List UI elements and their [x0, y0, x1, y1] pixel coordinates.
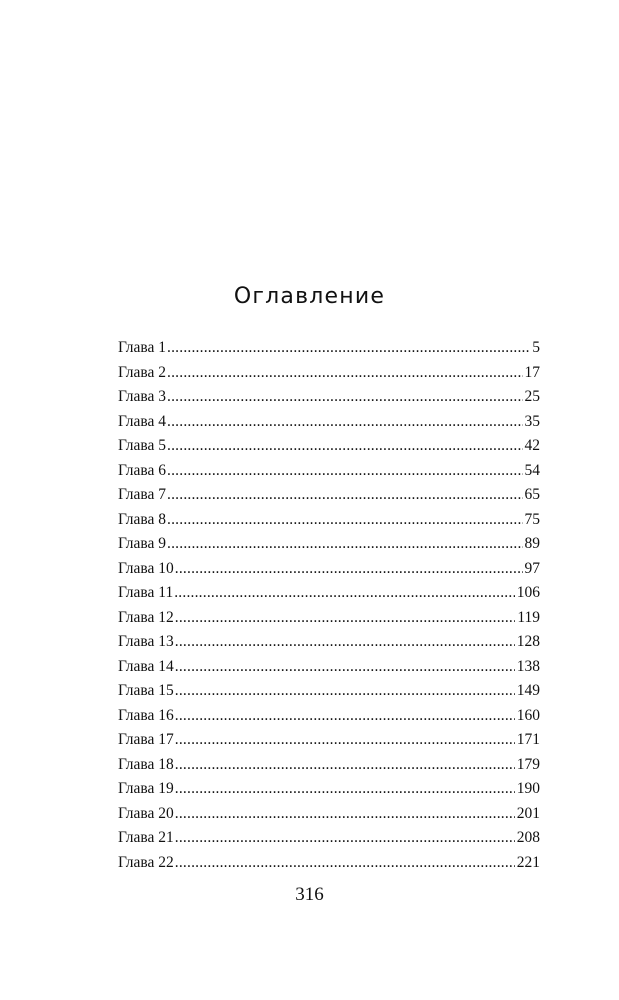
- toc-entry[interactable]: [118, 630, 540, 655]
- toc-entry[interactable]: [118, 434, 540, 459]
- toc-dot-leader: [175, 728, 515, 753]
- toc-entry-label: Глава 22: [118, 853, 174, 871]
- toc-entry[interactable]: [118, 483, 540, 508]
- toc-entry-label: Глава 20: [118, 804, 174, 822]
- toc-entry[interactable]: [118, 532, 540, 557]
- toc-entry-label: Глава 10: [118, 559, 174, 577]
- toc-entry-page: 149: [516, 682, 540, 699]
- toc-dot-leader: [175, 777, 515, 802]
- toc-dot-leader: [167, 508, 522, 533]
- toc-dot-leader: [167, 532, 522, 557]
- toc-entry[interactable]: [118, 606, 540, 631]
- toc-entry[interactable]: [118, 508, 540, 533]
- toc-dot-leader: [167, 361, 522, 386]
- toc-entry-page: 208: [516, 829, 540, 846]
- toc-dot-leader: [167, 336, 530, 361]
- toc-entry-page: 5: [532, 339, 540, 356]
- toc-dot-leader: [167, 410, 522, 435]
- toc-entry-page: 65: [524, 486, 540, 503]
- toc-dot-leader: [175, 826, 515, 851]
- toc-entry-label: Глава 13: [118, 633, 174, 650]
- toc-dot-leader: [167, 385, 522, 410]
- toc-entry[interactable]: [118, 851, 540, 876]
- toc-dot-leader: [167, 434, 522, 459]
- toc-entry-page: 54: [524, 461, 540, 479]
- toc-entry-label: Глава 4: [118, 412, 167, 430]
- toc-entry-page: 17: [524, 363, 540, 381]
- toc-entry[interactable]: [118, 802, 540, 827]
- toc-entry[interactable]: [118, 655, 540, 680]
- toc-entry-label: Глава 15: [118, 682, 174, 699]
- toc-entry-page: 89: [524, 535, 540, 552]
- toc-entry[interactable]: [118, 336, 540, 361]
- toc-entry[interactable]: [118, 679, 540, 704]
- toc-entry[interactable]: [118, 557, 540, 582]
- toc-entry[interactable]: [118, 410, 540, 435]
- toc-dot-leader: [175, 606, 516, 631]
- toc-dot-leader: [175, 630, 515, 655]
- toc-entry[interactable]: [118, 826, 540, 851]
- toc-entry[interactable]: [118, 361, 540, 386]
- toc-entry-page: 128: [516, 633, 540, 650]
- table-of-contents: [118, 336, 540, 875]
- toc-entry-page: 179: [516, 755, 540, 773]
- toc-entry-label: Глава 7: [118, 486, 167, 503]
- toc-entry-page: 190: [516, 780, 540, 797]
- toc-entry-label: Глава 11: [118, 584, 174, 601]
- toc-dot-leader: [175, 655, 515, 680]
- toc-entry-page: 221: [516, 853, 540, 871]
- toc-entry-page: 138: [516, 657, 540, 675]
- toc-entry-page: 119: [517, 608, 540, 626]
- toc-entry[interactable]: [118, 704, 540, 729]
- toc-entry-label: Глава 14: [118, 657, 174, 675]
- toc-entry-page: 171: [516, 731, 540, 748]
- toc-entry-label: Глава 6: [118, 461, 167, 479]
- toc-entry-page: 25: [524, 388, 540, 405]
- toc-dot-leader: [167, 483, 522, 508]
- toc-entry-page: 75: [524, 510, 540, 528]
- toc-entry-label: Глава 3: [118, 388, 167, 405]
- toc-entry-label: Глава 8: [118, 510, 167, 528]
- toc-entry-label: Глава 18: [118, 755, 174, 773]
- toc-entry[interactable]: [118, 385, 540, 410]
- page-number: 316: [295, 884, 324, 905]
- toc-entry[interactable]: [118, 753, 540, 778]
- toc-entry[interactable]: [118, 728, 540, 753]
- toc-dot-leader: [175, 704, 515, 729]
- toc-entry-page: 97: [524, 559, 540, 577]
- toc-entry-label: Глава 5: [118, 437, 167, 454]
- toc-entry-label: Глава 21: [118, 829, 174, 846]
- toc-entry-label: Глава 12: [118, 608, 174, 626]
- toc-entry[interactable]: [118, 459, 540, 484]
- toc-entry-label: Глава 1: [118, 339, 167, 356]
- toc-entry-page: 42: [524, 437, 540, 454]
- toc-title: Оглавление: [233, 284, 386, 309]
- toc-dot-leader: [175, 557, 523, 582]
- toc-entry[interactable]: [118, 581, 540, 606]
- toc-entry-label: Глава 19: [118, 780, 174, 797]
- toc-entry-page: 106: [516, 584, 540, 601]
- toc-dot-leader: [175, 753, 515, 778]
- toc-dot-leader: [174, 581, 515, 606]
- toc-dot-leader: [175, 851, 515, 876]
- toc-entry-page: 160: [516, 706, 540, 724]
- toc-entry[interactable]: [118, 777, 540, 802]
- toc-entry-label: Глава 9: [118, 535, 167, 552]
- toc-entry-label: Глава 2: [118, 363, 167, 381]
- toc-entry-page: 35: [524, 412, 540, 430]
- toc-entry-label: Глава 17: [118, 731, 174, 748]
- toc-entry-label: Глава 16: [118, 706, 174, 724]
- toc-entry-page: 201: [516, 804, 540, 822]
- toc-dot-leader: [167, 459, 522, 484]
- toc-dot-leader: [175, 679, 515, 704]
- toc-dot-leader: [175, 802, 515, 827]
